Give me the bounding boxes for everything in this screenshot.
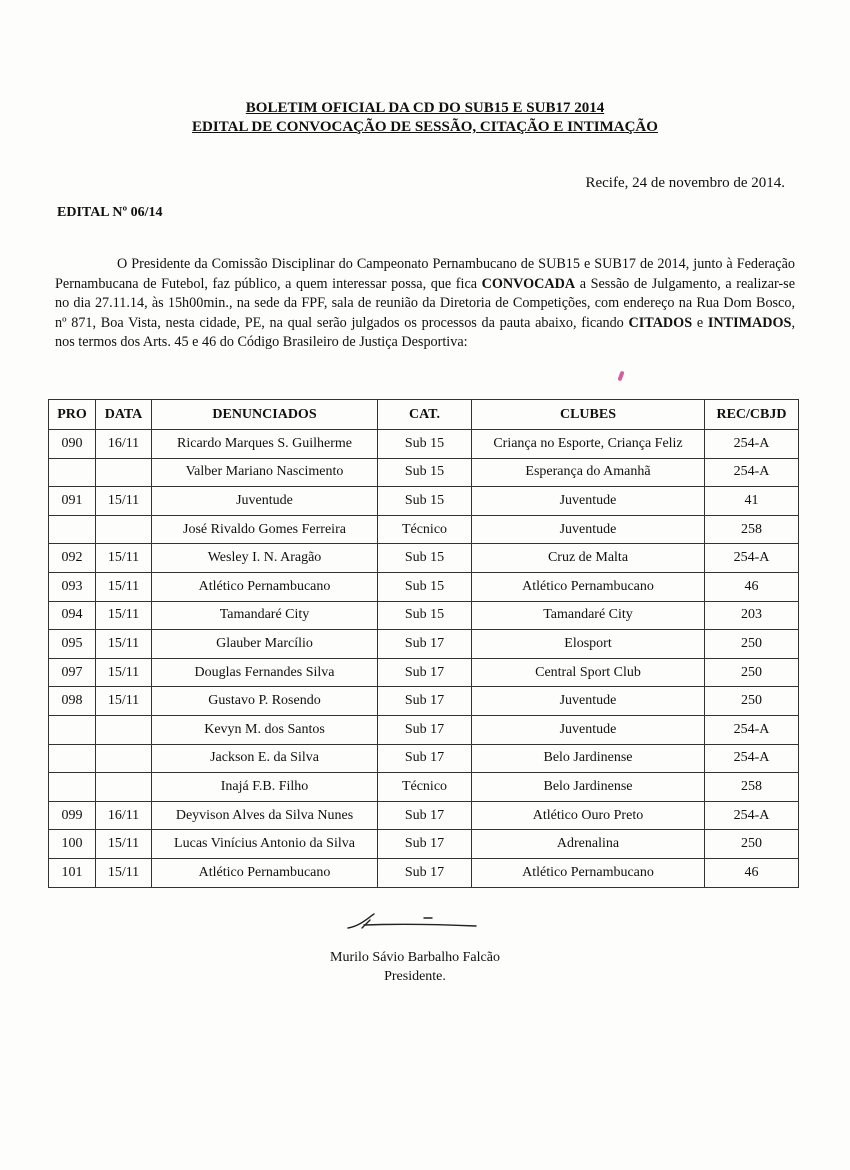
cell-cat: Sub 17 bbox=[378, 801, 472, 830]
cell-cat: Sub 15 bbox=[378, 487, 472, 516]
cell-rec-cbjd: 250 bbox=[705, 687, 799, 716]
cell-cat: Sub 15 bbox=[378, 430, 472, 459]
cell-denunciados: Juventude bbox=[152, 487, 378, 516]
cell-data: 15/11 bbox=[96, 601, 152, 630]
cell-data bbox=[96, 458, 152, 487]
cell-rec-cbjd: 250 bbox=[705, 630, 799, 659]
table-row bbox=[49, 744, 799, 773]
table-row bbox=[49, 858, 799, 887]
cell-pro: 090 bbox=[49, 430, 96, 459]
cell-data: 15/11 bbox=[96, 830, 152, 859]
cell-pro: 091 bbox=[49, 487, 96, 516]
cell-denunciados: Kevyn M. dos Santos bbox=[152, 715, 378, 744]
body-text-part1: O Presidente da Comissão Disciplinar do Campeonato Pernambucano de SUB15 e SUB17 de 2014, junto à Federação Pernambucana de Futebol, faz público, a quem interessar possa, que fica bbox=[55, 256, 795, 292]
cell-cat: Técnico bbox=[378, 515, 472, 544]
cell-data: 16/11 bbox=[96, 801, 152, 830]
cell-clubes: Juventude bbox=[472, 487, 705, 516]
body-bold-intimados: INTIMADOS bbox=[707, 314, 792, 331]
cell-pro bbox=[49, 458, 96, 487]
cell-denunciados: Atlético Pernambucano bbox=[152, 858, 378, 887]
cell-rec-cbjd: 250 bbox=[705, 830, 799, 859]
document-subtitle: EDITAL DE CONVOCAÇÃO DE SESSÃO, CITAÇÃO E INTIMAÇÃO bbox=[192, 119, 658, 135]
cell-pro bbox=[49, 744, 96, 773]
cell-clubes: Atlético Ouro Preto bbox=[472, 801, 705, 830]
cell-clubes: Central Sport Club bbox=[472, 658, 705, 687]
cell-denunciados: Ricardo Marques S. Guilherme bbox=[152, 430, 378, 459]
cell-data: 15/11 bbox=[96, 858, 152, 887]
document-title: BOLETIM OFICIAL DA CD DO SUB15 E SUB17 2014 bbox=[245, 100, 605, 116]
ink-mark bbox=[617, 371, 624, 382]
cell-clubes: Juventude bbox=[472, 687, 705, 716]
cell-denunciados: Glauber Marcílio bbox=[152, 630, 378, 659]
cell-clubes: Adrenalina bbox=[472, 830, 705, 859]
signatory-name: Murilo Sávio Barbalho Falcão bbox=[330, 950, 500, 965]
cell-pro: 098 bbox=[49, 687, 96, 716]
cell-pro bbox=[49, 515, 96, 544]
col-header-denunciados: DENUNCIADOS bbox=[152, 400, 378, 430]
body-bold-convocada: CONVOCADA bbox=[481, 275, 576, 292]
table-row bbox=[49, 801, 799, 830]
cell-data bbox=[96, 744, 152, 773]
cell-pro: 092 bbox=[49, 544, 96, 573]
cell-pro: 095 bbox=[49, 630, 96, 659]
body-text-part2: a Sessão de Julgamento, a realizar-se no dia 27.11.14, às 15h00min., na sede da FPF, sala de reunião da Diretoria de Competições, com endereço na Rua Dom Bosco, nº 871, Boa Vista, nesta cidade, PE, na qual serão julgados os processos da pauta abaixo, ficando bbox=[55, 275, 795, 331]
cell-clubes: Criança no Esporte, Criança Feliz bbox=[472, 430, 705, 459]
table-row bbox=[49, 630, 799, 659]
body-text-part4: , nos termos dos Arts. 45 e 46 do Código Brasileiro de Justiça Desportiva: bbox=[55, 314, 795, 350]
cell-data: 15/11 bbox=[96, 658, 152, 687]
cell-cat: Técnico bbox=[378, 773, 472, 802]
cell-cat: Sub 15 bbox=[378, 458, 472, 487]
table-header-row bbox=[49, 400, 799, 430]
table-row bbox=[49, 515, 799, 544]
cell-cat: Sub 17 bbox=[378, 858, 472, 887]
pauta-table bbox=[48, 399, 799, 888]
cell-data bbox=[96, 515, 152, 544]
body-bold-citados: CITADOS bbox=[628, 314, 693, 331]
cell-clubes: Elosport bbox=[472, 630, 705, 659]
cell-rec-cbjd: 46 bbox=[705, 572, 799, 601]
cell-cat: Sub 15 bbox=[378, 601, 472, 630]
signature-scribble bbox=[340, 908, 480, 936]
col-header-data: DATA bbox=[96, 400, 152, 430]
cell-rec-cbjd: 258 bbox=[705, 515, 799, 544]
cell-denunciados: Wesley I. N. Aragão bbox=[152, 544, 378, 573]
table-row bbox=[49, 658, 799, 687]
cell-denunciados: José Rivaldo Gomes Ferreira bbox=[152, 515, 378, 544]
cell-rec-cbjd: 254-A bbox=[705, 715, 799, 744]
cell-rec-cbjd: 203 bbox=[705, 601, 799, 630]
cell-pro: 099 bbox=[49, 801, 96, 830]
cell-clubes: Tamandaré City bbox=[472, 601, 705, 630]
table-row bbox=[49, 487, 799, 516]
dateline: Recife, 24 de novembro de 2014. bbox=[585, 175, 785, 191]
cell-data bbox=[96, 773, 152, 802]
table-row bbox=[49, 687, 799, 716]
table-row bbox=[49, 773, 799, 802]
cell-denunciados: Valber Mariano Nascimento bbox=[152, 458, 378, 487]
cell-rec-cbjd: 41 bbox=[705, 487, 799, 516]
cell-denunciados: Gustavo P. Rosendo bbox=[152, 687, 378, 716]
cell-rec-cbjd: 254-A bbox=[705, 544, 799, 573]
signatory-role: Presidente. bbox=[384, 969, 446, 984]
table-row bbox=[49, 430, 799, 459]
cell-clubes: Cruz de Malta bbox=[472, 544, 705, 573]
cell-denunciados: Lucas Vinícius Antonio da Silva bbox=[152, 830, 378, 859]
cell-clubes: Juventude bbox=[472, 715, 705, 744]
col-header-rec-cbjd: REC/CBJD bbox=[705, 400, 799, 430]
cell-clubes: Belo Jardinense bbox=[472, 773, 705, 802]
cell-data: 15/11 bbox=[96, 544, 152, 573]
cell-cat: Sub 15 bbox=[378, 544, 472, 573]
cell-data: 15/11 bbox=[96, 687, 152, 716]
cell-rec-cbjd: 258 bbox=[705, 773, 799, 802]
col-header-clubes: CLUBES bbox=[472, 400, 705, 430]
cell-denunciados: Inajá F.B. Filho bbox=[152, 773, 378, 802]
cell-denunciados: Deyvison Alves da Silva Nunes bbox=[152, 801, 378, 830]
cell-cat: Sub 15 bbox=[378, 572, 472, 601]
cell-rec-cbjd: 254-A bbox=[705, 430, 799, 459]
cell-clubes: Belo Jardinense bbox=[472, 744, 705, 773]
cell-denunciados: Douglas Fernandes Silva bbox=[152, 658, 378, 687]
cell-data: 15/11 bbox=[96, 487, 152, 516]
cell-rec-cbjd: 254-A bbox=[705, 458, 799, 487]
col-header-cat: CAT. bbox=[378, 400, 472, 430]
cell-cat: Sub 17 bbox=[378, 744, 472, 773]
cell-cat: Sub 17 bbox=[378, 687, 472, 716]
cell-clubes: Juventude bbox=[472, 515, 705, 544]
cell-denunciados: Tamandaré City bbox=[152, 601, 378, 630]
cell-rec-cbjd: 254-A bbox=[705, 801, 799, 830]
table-row bbox=[49, 458, 799, 487]
cell-data: 15/11 bbox=[96, 630, 152, 659]
cell-pro bbox=[49, 773, 96, 802]
cell-cat: Sub 17 bbox=[378, 630, 472, 659]
cell-data: 15/11 bbox=[96, 572, 152, 601]
cell-clubes: Atlético Pernambucano bbox=[472, 858, 705, 887]
edital-number: EDITAL Nº 06/14 bbox=[57, 205, 163, 220]
cell-data: 16/11 bbox=[96, 430, 152, 459]
table-row bbox=[49, 830, 799, 859]
cell-denunciados: Jackson E. da Silva bbox=[152, 744, 378, 773]
cell-rec-cbjd: 46 bbox=[705, 858, 799, 887]
cell-rec-cbjd: 250 bbox=[705, 658, 799, 687]
body-paragraph bbox=[55, 255, 795, 353]
cell-pro: 094 bbox=[49, 601, 96, 630]
table-row bbox=[49, 715, 799, 744]
cell-cat: Sub 17 bbox=[378, 658, 472, 687]
body-text-part3: e bbox=[692, 314, 708, 331]
cell-rec-cbjd: 254-A bbox=[705, 744, 799, 773]
cell-cat: Sub 17 bbox=[378, 715, 472, 744]
table-row bbox=[49, 601, 799, 630]
cell-pro: 100 bbox=[49, 830, 96, 859]
cell-cat: Sub 17 bbox=[378, 830, 472, 859]
cell-data bbox=[96, 715, 152, 744]
table-row bbox=[49, 544, 799, 573]
cell-denunciados: Atlético Pernambucano bbox=[152, 572, 378, 601]
table-body bbox=[49, 430, 799, 888]
table-row bbox=[49, 572, 799, 601]
col-header-pro: PRO bbox=[49, 400, 96, 430]
cell-clubes: Atlético Pernambucano bbox=[472, 572, 705, 601]
cell-pro: 093 bbox=[49, 572, 96, 601]
cell-clubes: Esperança do Amanhã bbox=[472, 458, 705, 487]
cell-pro bbox=[49, 715, 96, 744]
cell-pro: 101 bbox=[49, 858, 96, 887]
cell-pro: 097 bbox=[49, 658, 96, 687]
